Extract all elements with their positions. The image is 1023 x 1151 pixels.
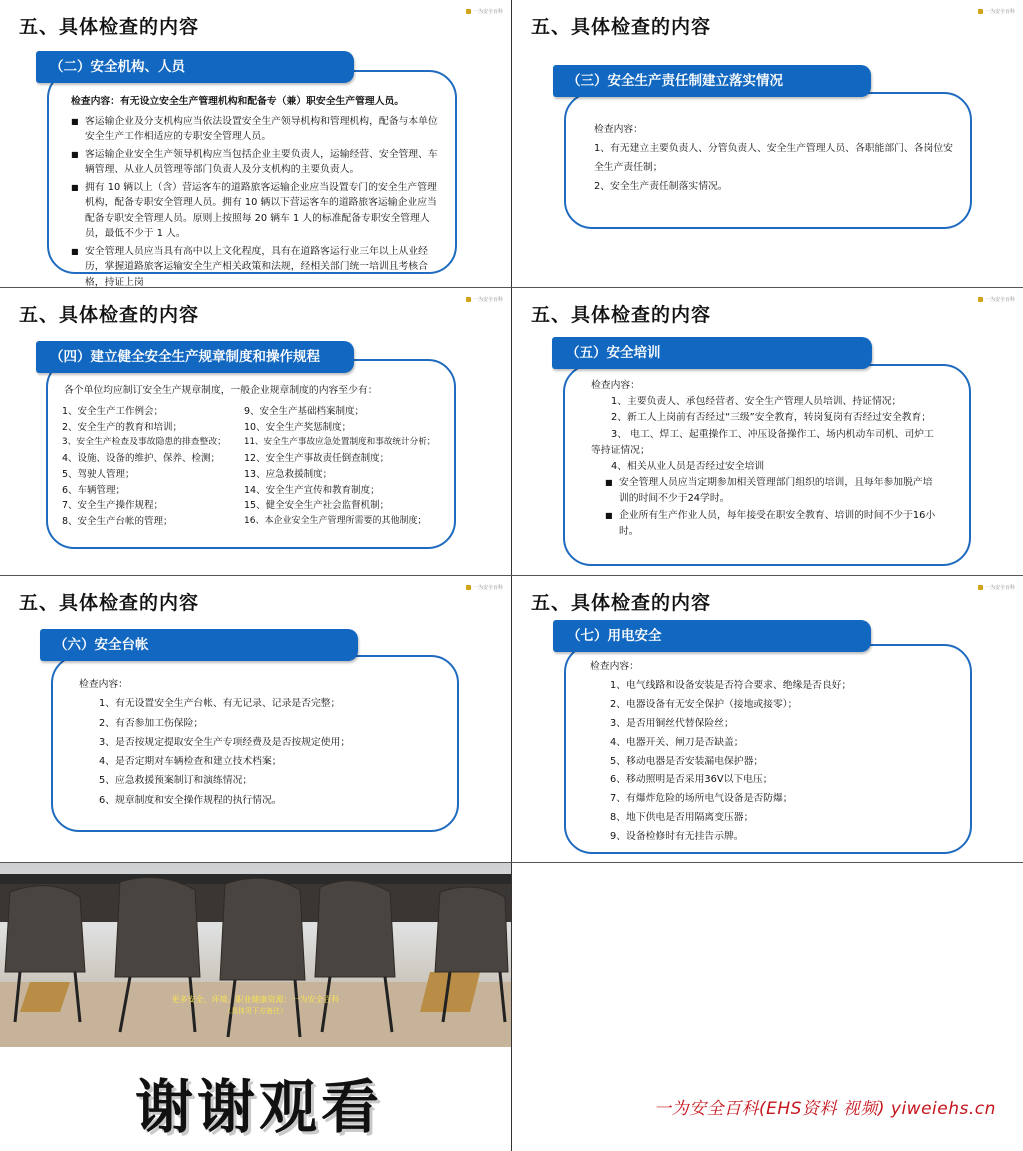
content-line: 3、 电工、焊工、起重操作工、冲压设备操作工、场内机动车司机、司炉工等持证情况； (591, 428, 934, 456)
brand-icon (466, 585, 471, 590)
brand-logo: 一为安全百科 (466, 8, 503, 15)
rule-item: 6、车辆管理； (62, 484, 126, 496)
slide-title: 五、具体检查的内容 (531, 304, 712, 326)
bullet-item: ■ 安全管理人员应当具有高中以上文化程度，具有在道路客运行业三年以上从业经历，掌握道路旅客运输安全生产相关政策和法规，经相关部门统一培训且考核合格，持证上岗 (71, 244, 441, 288)
meeting-room-photo (0, 862, 511, 1047)
slide-title: 五、具体检查的内容 (19, 16, 200, 38)
grid-divider (0, 862, 1023, 863)
section-header: （二）安全机构、人员 (36, 51, 354, 83)
content-line: 6、规章制度和安全操作规程的执行情况。 (99, 794, 282, 806)
rules-column-right (244, 404, 452, 530)
content-box (46, 359, 456, 549)
content-line: 1、有无建立主要负责人、分管负责人、安全生产管理人员、各职能部门、各岗位安全生产责任制； (594, 143, 953, 173)
slide-title: 五、具体检查的内容 (19, 304, 200, 326)
content-line: 2、安全生产责任制落实情况。 (594, 181, 728, 192)
slide-4 (512, 288, 1023, 575)
brand-icon (978, 585, 983, 590)
content-line: 6、移动照明是否采用36V以下电压； (610, 774, 773, 786)
photo-subcaption: （具体见下方备注） (224, 1007, 287, 1015)
chairs-illustration (0, 862, 511, 1047)
content-line: 检查内容： (591, 380, 640, 391)
content-head: 检查内容： (590, 661, 639, 672)
rule-item: 14、安全生产宣传和教育制度； (244, 484, 380, 496)
content-line: 2、新工人上岗前有否经过“三级”安全教育，转岗复岗有否经过安全教育； (611, 412, 932, 424)
bullet-item: ■ 客运输企业安全生产领导机构应当包括企业主要负责人，运输经营、安全管理、车辆管理、从业人员管理等部门负责人及分支机构的主要负责人。 (71, 147, 441, 178)
section-header: （四）建立健全安全生产规章制度和操作规程 (36, 341, 354, 373)
slide-6 (512, 576, 1023, 863)
content-line: 2、电器设备有无安全保护（接地或接零）； (610, 698, 798, 710)
brand-logo: 一为安全百科 (466, 584, 503, 591)
slide-1 (0, 0, 511, 287)
brand-logo: 一为安全百科 (978, 584, 1015, 591)
photo-caption: 更多安全、环境、职业健康资源：一为安全百科 (171, 995, 340, 1004)
rule-item: 9、安全生产基础档案制度； (244, 406, 365, 417)
rule-item: 12、安全生产事故责任倒查制度； (244, 453, 390, 465)
bullet-item: ■ 安全管理人员应当定期参加相关管理部门组织的培训，且每年参加脱产培训的时间不少于24学时。 (605, 475, 941, 507)
content-line: 7、有爆炸危险的场所电气设备是否防爆； (610, 793, 793, 805)
rule-item: 2、安全生产的教育和培训； (62, 421, 183, 433)
content-box (563, 364, 971, 566)
content-box (51, 655, 459, 832)
section-header: （七）用电安全 (553, 620, 871, 652)
brand-icon (466, 9, 471, 14)
bullet-item: ■ 客运输企业及分支机构应当依法设置安全生产领导机构和管理机构，配备与本单位安全生产工作相适应的专职安全管理人员。 (71, 114, 441, 145)
content-line: 4、相关从业人员是否经过安全培训 (611, 461, 765, 473)
rules-list (62, 404, 452, 530)
section-header: （三）安全生产责任制建立落实情况 (553, 65, 871, 97)
rule-item: 3、安全生产检查及事故隐患的排查整改； (62, 437, 226, 448)
content-line: 4、电器开关、闸刀是否缺盖； (610, 736, 744, 748)
slide-3 (0, 288, 511, 575)
brand-logo: 一为安全百科 (978, 296, 1015, 303)
rule-item: 1、安全生产工作例会； (62, 406, 164, 417)
brand-icon (978, 297, 983, 302)
content-box (47, 70, 457, 287)
rule-item: 5、驾驶人管理； (62, 468, 135, 480)
content-line: 5、应急救援预案制订和演练情况； (99, 775, 253, 787)
intro-text: 各个单位均应制订安全生产规章制度，一般企业规章制度的内容至少有： (64, 385, 378, 396)
slide-title: 五、具体检查的内容 (531, 16, 712, 38)
rule-item: 10、安全生产奖惩制度； (244, 421, 352, 433)
content-line: 3、是否用铜丝代替保险丝； (610, 717, 734, 729)
content-line: 4、是否定期对车辆检查和建立技术档案； (99, 756, 282, 768)
content-line: 8、地下供电是否用隔离变压器； (610, 812, 754, 824)
footer-link[interactable]: 一为安全百科(EHS资料 视频) yiweiehs.cn (654, 1099, 996, 1119)
rule-item: 11、安全生产事故应急处置制度和事故统计分析； (244, 437, 436, 448)
grid-divider (0, 575, 1023, 576)
rules-column-left (62, 404, 244, 530)
rule-item: 15、健全安全生产社会监督机制； (244, 500, 390, 512)
bullet-item: ■ 企业所有生产作业人员，每年接受在职安全教育、培训的时间不少于16小时。 (605, 508, 941, 540)
slide-5 (0, 576, 511, 863)
content-line: 3、是否按规定提取安全生产专项经费及是否按规定使用； (99, 736, 351, 748)
section-header: （六）安全台帐 (40, 629, 358, 661)
rule-item: 7、安全生产操作规程； (62, 500, 164, 512)
brand-logo: 一为安全百科 (466, 296, 503, 303)
thanks-heading: 谢谢观看 (135, 1073, 384, 1141)
content-line: 1、主要负责人、承包经营者、安全生产管理人员培训、持证情况； (611, 396, 902, 408)
brand-logo: 一为安全百科 (978, 8, 1015, 15)
content-line: 检查内容： (594, 124, 643, 135)
rule-item: 8、安全生产台帐的管理； (62, 515, 173, 527)
content-line: 2、有否参加工伤保险； (99, 717, 204, 729)
content-line: 1、有无设置安全生产台帐、有无记录、记录是否完整； (99, 698, 341, 710)
content-box (564, 644, 972, 854)
bullet-item: ■ 拥有 10 辆以上（含）营运客车的道路旅客运输企业应当设置专门的安全生产管理机构，配备专职安全管理人员。拥有 10 辆以下营运客车的道路旅客运输企业应当配备专职安全管理人员。原则上按照每 20 辆车 1 人的标准配备专职安全管理人员，最低不少于 1 人。 (71, 180, 441, 242)
section-header: （五）安全培训 (552, 337, 872, 369)
brand-icon (978, 9, 983, 14)
slide-title: 五、具体检查的内容 (531, 592, 712, 614)
grid-divider (0, 287, 1023, 288)
content-line: 5、移动电器是否安装漏电保护器； (610, 755, 764, 767)
rule-item: 4、设施、设备的维护、保养、检测； (62, 453, 221, 465)
intro-text: 检查内容：有无设立安全生产管理机构和配备专（兼）职安全生产管理人员。 (71, 96, 405, 107)
content-box (564, 92, 972, 229)
brand-icon (466, 297, 471, 302)
content-line: 9、设备检修时有无挂告示牌。 (610, 831, 744, 843)
content-head: 检查内容： (79, 679, 128, 690)
slide-title: 五、具体检查的内容 (19, 592, 200, 614)
rule-item: 16、本企业安全生产管理所需要的其他制度； (244, 515, 427, 526)
slide-2 (512, 0, 1023, 287)
rule-item: 13、应急救援制度； (244, 468, 333, 480)
content-line: 1、电气线路和设备安装是否符合要求、绝缘是否良好； (610, 679, 852, 691)
